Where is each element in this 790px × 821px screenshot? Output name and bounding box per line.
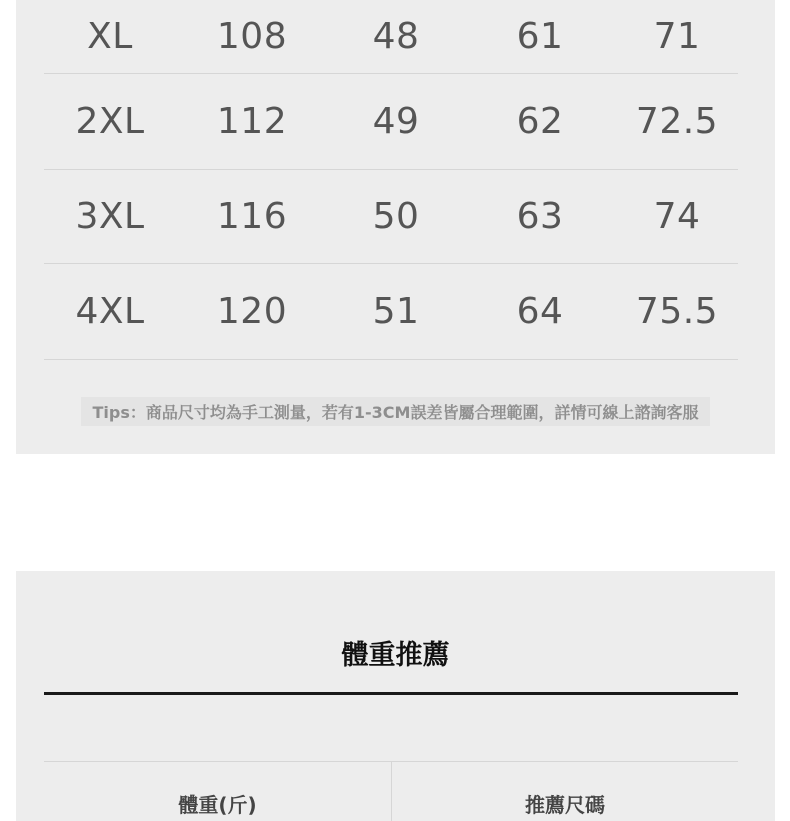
table-cell: 75.5 xyxy=(635,291,719,332)
weight-recommendation-panel xyxy=(16,571,775,821)
table-cell: 120 xyxy=(216,291,288,332)
table-cell: 74 xyxy=(653,196,701,237)
table-row xyxy=(44,170,738,264)
size-label: 3XL xyxy=(75,196,145,237)
table-cell: 64 xyxy=(516,291,564,332)
table-cell: 71 xyxy=(653,16,701,57)
tips-container xyxy=(16,397,775,426)
table-cell: 62 xyxy=(516,101,564,142)
table-cell: 48 xyxy=(372,16,420,57)
section-title: 體重推薦 xyxy=(341,640,450,671)
size-label: 2XL xyxy=(75,101,145,142)
table-cell: 50 xyxy=(372,196,420,237)
table-row xyxy=(44,74,738,170)
table-row xyxy=(44,0,738,74)
size-label: 4XL xyxy=(75,291,145,332)
header-weight: 體重(斤) xyxy=(178,793,257,817)
table-row xyxy=(44,264,738,360)
table-cell: 49 xyxy=(372,101,420,142)
table-cell: 51 xyxy=(372,291,420,332)
table-cell: 72.5 xyxy=(635,101,719,142)
table-cell: 116 xyxy=(216,196,288,237)
table-cell: 112 xyxy=(216,101,288,142)
size-label: XL xyxy=(87,16,133,57)
table-header-row xyxy=(44,761,738,821)
tips-note: Tips：商品尺寸均為手工測量，若有1-3CM誤差皆屬合理範圍，詳情可線上諮詢客服 xyxy=(81,397,711,426)
table-cell: 63 xyxy=(516,196,564,237)
title-underline xyxy=(44,692,738,695)
table-cell: 108 xyxy=(216,16,288,57)
table-cell: 61 xyxy=(516,16,564,57)
size-chart-panel xyxy=(16,0,775,454)
header-recommended-size: 推薦尺碼 xyxy=(391,762,738,821)
